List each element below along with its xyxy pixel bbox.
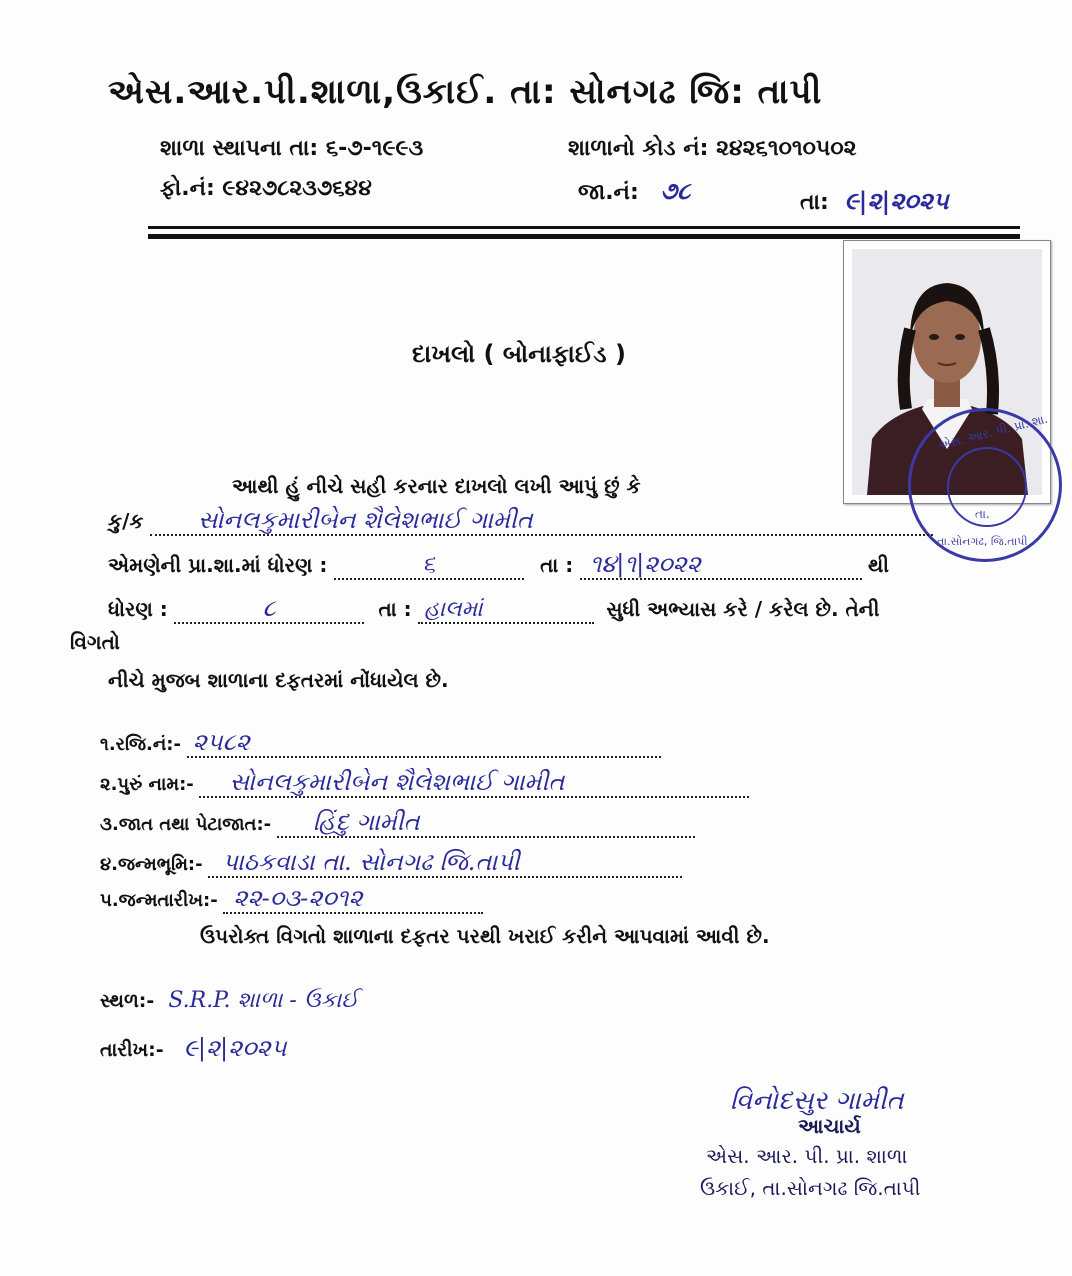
ref-no-line — [578, 176, 690, 205]
detail-value: હિંદુ ગામીત — [277, 808, 695, 838]
student-name-value: સોનલકુમારીબેન શૈલેશભાઈ ગામીત — [150, 506, 933, 536]
detail-label: ૪.જન્મભૂમિ:- — [100, 854, 203, 875]
std-value: ૮ — [174, 594, 364, 624]
school-code-line — [568, 136, 857, 161]
std-date-value: હાલમાં — [418, 597, 594, 624]
detail-label: ૨.પુરું નામ:- — [100, 774, 194, 795]
header-date-line — [800, 186, 949, 215]
address-line-2-text: ઉકાઈ, તા.સોનગઢ જિ.તાપી — [700, 1176, 921, 1200]
admission-label: એમણેની પ્રા.શા.માં ધોરણ : — [108, 553, 328, 577]
header-date-label: તા: — [800, 190, 829, 215]
header-divider-1 — [148, 226, 1020, 229]
certificate-title — [412, 340, 626, 368]
admission-date-value: ૧૪|૧|૨૦૨૨ — [580, 550, 862, 580]
detail-value: ૨૨-૦૩-૨૦૧૨ — [223, 884, 483, 914]
detail-value: ૨૫૮૨ — [187, 728, 661, 758]
header-divider-2 — [148, 234, 1020, 239]
detail-row-birthdate — [100, 884, 483, 914]
std-label: ધોરણ : — [108, 597, 168, 621]
detail-row-birthplace — [100, 848, 682, 878]
phone-line — [160, 176, 372, 201]
school-seal — [908, 408, 1062, 562]
name-label: કુ/ક — [108, 509, 144, 533]
standard-line — [108, 594, 879, 624]
detail-label: ૩.જાત તથા પેટાજાત:- — [100, 814, 272, 835]
school-code: શાળાનો કોડ નં: ૨૪૨૬૧૦૧૦૫૦૨ — [568, 136, 857, 161]
intro-text: આથી હું નીચે સહી કરનાર દાખલો લખી આપું છું કે — [232, 474, 641, 498]
ref-no-value: ૭૮ — [660, 176, 691, 205]
intro-line — [232, 474, 641, 498]
issue-date-value: ૯|૨|૨૦૨૫ — [183, 1034, 287, 1062]
student-name-line — [108, 506, 933, 536]
school-name: એસ.આર.પી.શાળા,ઉકાઈ. તા: સોનગઢ જિ: તાપી — [108, 72, 823, 112]
seal-top-text: એસ. આર. પી. પ્રા. શા. — [936, 411, 1050, 453]
verification-note-text: ઉપરોક્ત વિગતો શાળાના દફતર પરથી ખરાઈ કરીને આપવામાં આવી છે. — [200, 924, 770, 948]
detail-label: ૧.રજિ.નં:- — [100, 734, 181, 755]
detail-label: ૫.જન્મતારીખ:- — [100, 890, 218, 911]
admission-suffix: થી — [867, 553, 889, 577]
principal-signature — [730, 1086, 904, 1117]
ref-no-label: જા.નં: — [578, 180, 639, 205]
school-header — [108, 72, 822, 112]
std-date-label: તા : — [378, 597, 412, 621]
principal-title — [798, 1114, 861, 1138]
place-value: S.R.P. શાળા - ઉકાઈ — [168, 988, 359, 1013]
details-heading — [70, 630, 120, 654]
register-text: નીચે મુજબ શાળાના દફતરમાં નોંધાયેલ છે. — [108, 668, 449, 692]
detail-value: સોનલકુમારીબેન શૈલેશભાઈ ગામીત — [199, 768, 749, 798]
seal-middle-text: તા. — [975, 507, 990, 521]
seal-bottom-text: તા.સોનગઢ, જિ.તાપી — [937, 535, 1028, 548]
school-address-line-2 — [700, 1176, 920, 1200]
place-line — [100, 988, 358, 1013]
admission-line — [108, 550, 889, 580]
issue-date-line — [100, 1034, 287, 1062]
place-label: સ્થળ:- — [100, 990, 155, 1012]
address-line-1-text: એસ. આર. પી. પ્રા. શાળા — [706, 1144, 908, 1168]
title-text: દાખલો ( બોનાફાઈડ ) — [412, 340, 626, 368]
detail-row-fullname — [100, 768, 749, 798]
detail-row-regno — [100, 728, 661, 758]
phone-number: ફો.નં: ૯૪૨૭૮૨૩૭૬૪૪ — [160, 176, 372, 201]
study-status-text: સુધી અભ્યાસ કરે / કરેલ છે. તેની — [606, 597, 880, 621]
register-line — [108, 668, 449, 692]
admission-std-value: ૬ — [334, 550, 524, 580]
estd-label: શાળા સ્થાપના તા: ૬-૭-૧૯૯૩ — [160, 136, 424, 161]
school-address-line-1 — [706, 1144, 907, 1168]
issue-date-label: તારીખ:- — [100, 1039, 164, 1061]
signature-text: વિનોદસુર ગામીત — [730, 1086, 904, 1116]
detail-row-caste — [100, 808, 695, 838]
principal-title-text: આચાર્ય — [798, 1114, 861, 1138]
estd-line — [160, 136, 423, 161]
details-heading-text: વિગતો — [70, 630, 120, 654]
detail-value: પાઠકવાડા તા. સોનગઢ જિ.તાપી — [208, 848, 682, 878]
header-date-value: ૯|૨|૨૦૨૫ — [844, 186, 949, 215]
verification-note — [200, 924, 770, 948]
admission-date-label: તા : — [540, 553, 574, 577]
